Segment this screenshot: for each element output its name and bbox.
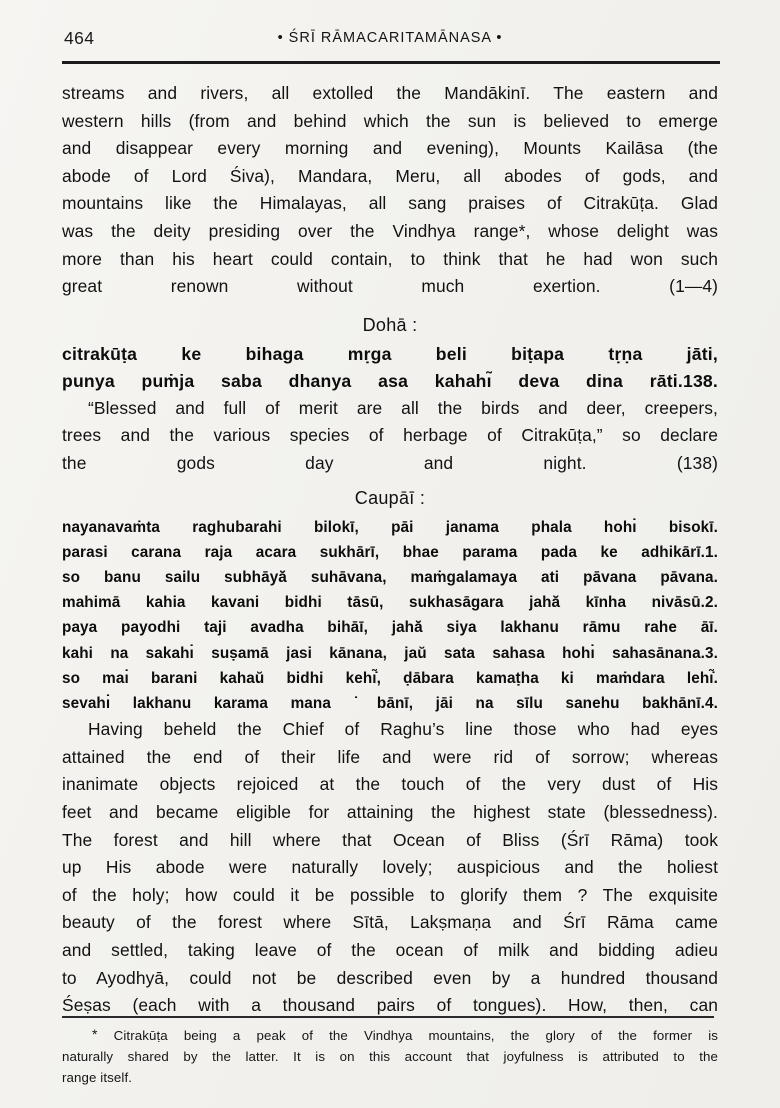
prose-line: was the deity presiding over the Vindhya range*, whose delight was [62, 220, 718, 241]
verse-reference: (1—4) [669, 276, 718, 297]
footnote-marker-icon: * [92, 1026, 98, 1042]
prose-line: beauty of the forest where Sītā, Lakṣmaṇa and Śrī Rāma came [62, 912, 718, 933]
footnote-line: range itself. [62, 1070, 133, 1085]
prose-line: abode of Lord Śiva), Mandara, Meru, all abodes of gods, and [62, 165, 718, 186]
caupai-line: so banu sailu subhāyă̆ suhāvana, maṁgalamaya ati pāvana pāvana. [62, 568, 718, 586]
paragraph-continuation [62, 80, 718, 301]
verse-reference: (138) [676, 452, 718, 473]
prose-line [62, 716, 718, 744]
prose-line: attained the end of their life and were rid of sorrow; whereas [62, 746, 718, 767]
footnote-line-text: Citrakūṭa being a peak of the Vindhya mountains, the glory of the former is [113, 1028, 719, 1043]
header-rule [62, 61, 720, 64]
doha-line: citrakūṭa ke bihaga mṛga beli biṭapa tṛṇa jāti, [62, 343, 718, 364]
prose-line: trees and the various species of herbage of Citrakūṭa,” so declare [62, 425, 718, 446]
prose-line: western hills (from and behind which the sun is believed to emerge [62, 110, 718, 131]
prose-line-text: great renown without much exertion. [62, 276, 601, 297]
caupai-line: nayanavaṁta raghubarahi bilokī, pāi janama phala hohı̇ bisokī. [62, 518, 718, 536]
prose-line-text: Having beheld the Chief of Raghu’s line those who had eyes [88, 719, 718, 740]
doha-line: punya puṁja saba dhanya asa kahahı̃ deva dina rāti.138. [62, 370, 718, 391]
prose-line-with-reference [62, 273, 718, 301]
prose-line: of the holy; how could it be possible to glorify them ? The exquisite [62, 884, 718, 905]
page-content [62, 0, 718, 1020]
prose-line: more than his heart could contain, to think that he had won such [62, 248, 718, 269]
caupai-line: paya payodhi taji avadha bihāī, jahă̆ siya lakhanu rāmu rahe āī. [62, 619, 718, 637]
prose-line: and disappear every morning and evening), Mounts Kailāsa (the [62, 138, 718, 159]
footnote-line: naturally shared by the latter. It is on this account that joyfulness is attributed to the [62, 1049, 718, 1064]
prose-line-text: the gods day and night. [62, 452, 587, 473]
footnote-rule [62, 1016, 714, 1018]
prose-line: to Ayodhyā, could not be described even by a hundred thousand [62, 967, 718, 988]
prose-line: Śeṣas (each with a thousand pairs of tongues). How, then, can [62, 995, 718, 1016]
prose-line: inanimate objects rejoiced at the touch of the very dust of His [62, 774, 718, 795]
doha-verse [62, 341, 718, 395]
prose-line-text: “Blessed and full of merit are all the birds and deer, creepers, [88, 397, 718, 418]
prose-line: streams and rivers, all extolled the Mandākinī. The eastern and [62, 83, 718, 103]
prose-line [62, 395, 718, 423]
prose-line: The forest and hill where that Ocean of Bliss (Śrī Rāma) took [62, 829, 718, 850]
footnote-text [62, 1024, 718, 1088]
running-head [62, 24, 718, 68]
prose-line: and settled, taking leave of the ocean of milk and bidding adieu [62, 939, 718, 960]
caupai-verse [62, 515, 718, 717]
paragraph-translation-caupai [62, 716, 718, 1020]
footnote-block [62, 1016, 718, 1088]
prose-line: feet and became eligible for attaining the highest state (blessedness). [62, 801, 718, 822]
doha-caption: Dohā : [362, 314, 418, 335]
caupai-caption: Caupāī : [354, 487, 426, 508]
caupai-line: parasi carana raja acara sukhārī, bhae parama pada ke adhikārī.1. [62, 543, 718, 561]
running-title: • ŚRĪ RĀMACARITAMĀNASA • [277, 30, 503, 46]
footnote-line [62, 1024, 718, 1046]
caupai-line: kahi na sakahı̇ suṣamā jasi kānana, jaŭ sata sahasa hohı̇ sahasānana.3. [62, 644, 718, 662]
prose-line-with-reference [62, 450, 718, 478]
prose-line: up His abode were naturally lovely; auspicious and the holiest [62, 857, 718, 878]
prose-line: mountains like the Himalayas, all sang praises of Citrakūṭa. Glad [62, 193, 718, 214]
page-number: 464 [64, 28, 95, 48]
caupai-line: sevahı̇ lakhanu karama mana ˙bānī, jāi na sīlu sanehu bakhānī.4. [62, 694, 718, 712]
caupai-line: mahimā kahia kavani bidhi tāsū, sukhasāgara jahă̆ kīnha nivāsū.2. [62, 594, 718, 612]
caupai-line: so maı̇ barani kahaŭ bidhi kehı̃̇, ḍābara kamaṭha ki maṁdara lehı̃̇. [62, 669, 718, 687]
paragraph-translation-138 [62, 395, 718, 478]
